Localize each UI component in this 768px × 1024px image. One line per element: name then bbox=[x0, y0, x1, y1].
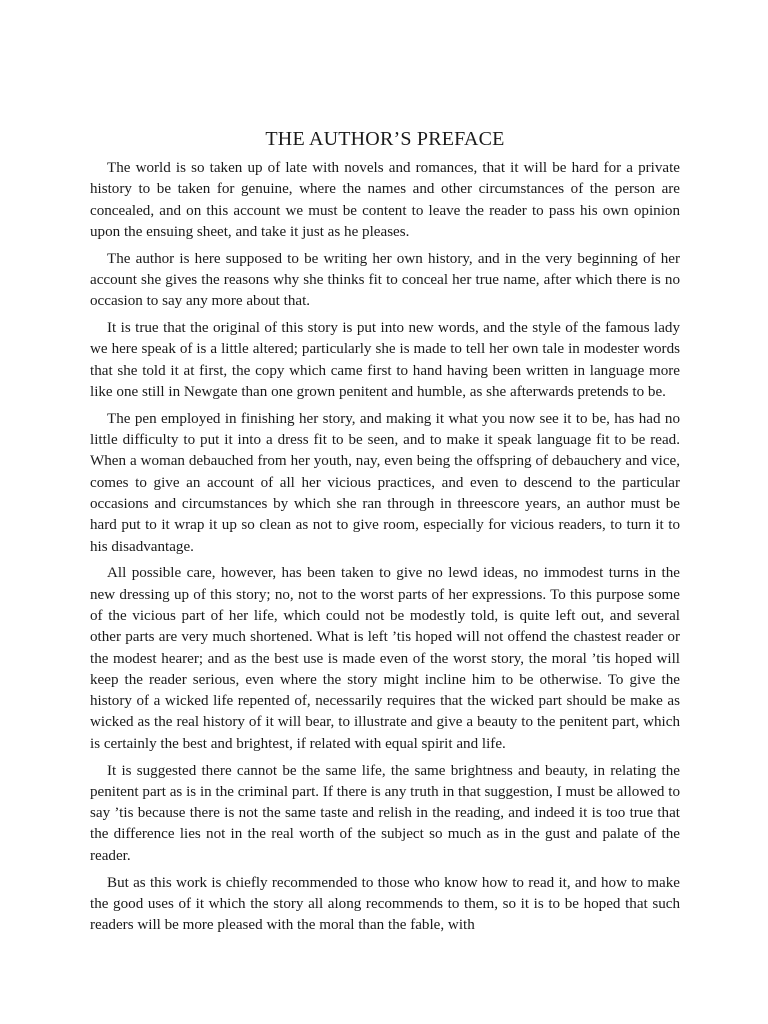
paragraph-1: The world is so taken up of late with novels and romances, that it will be hard for a private history to be taken for genuine, where the names and other circumstances of the person are concealed, and on this account we must be content to leave the reader to pass his own opinion upon the ensuing sheet, and take it just as he pleases. bbox=[90, 160, 680, 240]
paragraph-3: It is true that the original of this story is put into new words, and the style of the famous lady we here speak of is a little altered; particularly she is made to tell her own tale in modester words that she told it at first, the copy which came first to hand having been written in language more like one still in Newgate than one grown penitent and humble, as she afterwards pretends to be. bbox=[90, 320, 680, 400]
paragraph-2: The author is here supposed to be writing her own history, and in the very beginning of her account she gives the reasons why she thinks fit to conceal her true name, after which there is no occasion to say any more about that. bbox=[90, 250, 680, 310]
document-page bbox=[90, 0, 680, 942]
paragraph-5: All possible care, however, has been taken to give no lewd ideas, no immodest turns in the new dressing up of this story; no, not to the worst parts of her expressions. To this purpose some of the vicious part of her life, which could not be modestly told, is quite left out, and several other parts are very much shortened. What is left ’tis hoped will not offend the chastest reader or the modest hearer; and as the best use is made even of the worst story, the moral ’tis hoped will keep the reader serious, even where the story might incline him to be otherwise. To give the history of a wicked life repented of, necessarily requires that the wicked part should be make as wicked as the real history of it will bear, to illustrate and give a beauty to the penitent part, which is certainly the best and brightest, if related with equal spirit and life. bbox=[90, 565, 680, 752]
page-title: THE AUTHOR’S PREFACE bbox=[265, 128, 505, 150]
paragraph-4: The pen employed in finishing her story, and making it what you now see it to be, has had no little difficulty to put it into a dress fit to be seen, and to make it speak language fit to be read. When a woman debauched from her youth, nay, even being the offspring of debauchery and vice, comes to give an account of all her vicious practices, and even to descend to the particular occasions and circumstances by which she ran through in threescore years, an author must be hard put to it wrap it up so clean as not to give room, especially for vicious readers, to turn it to his disadvantage. bbox=[90, 410, 680, 555]
paragraph-6: It is suggested there cannot be the same life, the same brightness and beauty, in relating the penitent part as is in the criminal part. If there is any truth in that suggestion, I must be allowed to say ’tis because there is not the same taste and relish in the reading, and indeed it is too true that the difference lies not in the real worth of the subject so much as in the gust and palate of the reader. bbox=[90, 762, 680, 864]
preface-body bbox=[90, 158, 680, 936]
paragraph-7: But as this work is chiefly recommended to those who know how to read it, and how to make the good uses of it which the story all along recommends to them, so it is to be hoped that such readers will be more pleased with the moral than the fable, with bbox=[90, 874, 680, 934]
